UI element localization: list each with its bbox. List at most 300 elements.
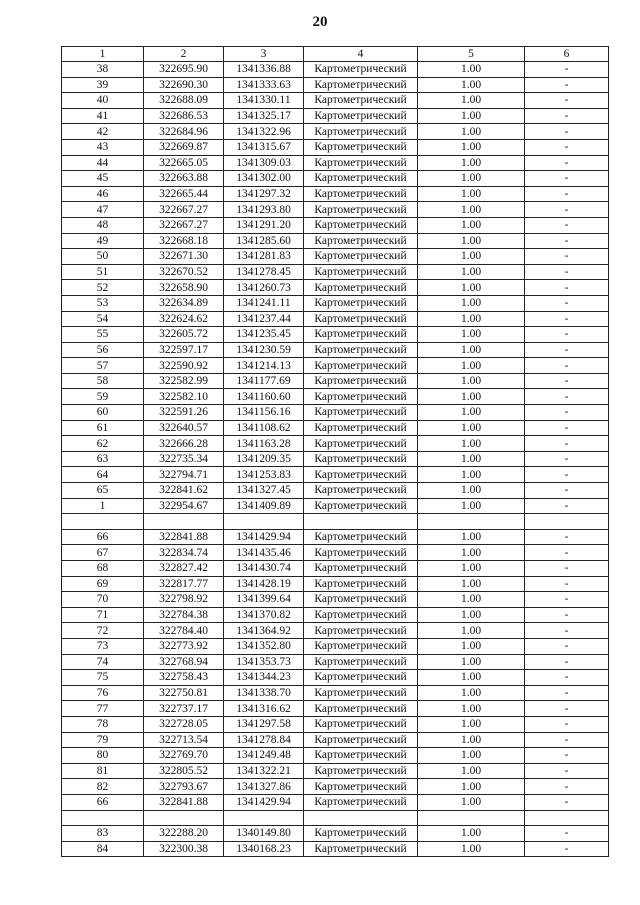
x-coordinate-cell: 322834.74 bbox=[144, 545, 224, 561]
method-cell: Картометрический bbox=[304, 483, 418, 499]
y-coordinate-cell: 1341163.28 bbox=[224, 436, 304, 452]
accuracy-cell: 1.00 bbox=[418, 561, 525, 577]
table-row bbox=[62, 186, 609, 202]
blank-row bbox=[62, 810, 609, 826]
y-coordinate-cell: 1341108.62 bbox=[224, 420, 304, 436]
description-cell: - bbox=[525, 576, 609, 592]
point-number-cell: 50 bbox=[62, 249, 144, 265]
description-cell: - bbox=[525, 155, 609, 171]
method-cell: Картометрический bbox=[304, 498, 418, 514]
point-number-cell: 71 bbox=[62, 607, 144, 623]
table-row bbox=[62, 545, 609, 561]
point-number-cell: 68 bbox=[62, 561, 144, 577]
point-number-cell: 57 bbox=[62, 358, 144, 374]
method-cell: Картометрический bbox=[304, 841, 418, 857]
y-coordinate-cell: 1341235.45 bbox=[224, 327, 304, 343]
x-coordinate-cell: 322582.99 bbox=[144, 373, 224, 389]
point-number-cell: 81 bbox=[62, 763, 144, 779]
method-cell: Картометрический bbox=[304, 62, 418, 78]
point-number-cell: 52 bbox=[62, 280, 144, 296]
accuracy-cell: 1.00 bbox=[418, 139, 525, 155]
description-cell: - bbox=[525, 529, 609, 545]
accuracy-cell: 1.00 bbox=[418, 701, 525, 717]
point-number-cell: 42 bbox=[62, 124, 144, 140]
description-cell: - bbox=[525, 841, 609, 857]
table-row bbox=[62, 311, 609, 327]
description-cell: - bbox=[525, 748, 609, 764]
method-cell: Картометрический bbox=[304, 373, 418, 389]
description-cell: - bbox=[525, 358, 609, 374]
point-number-cell: 1 bbox=[62, 498, 144, 514]
accuracy-cell: 1.00 bbox=[418, 763, 525, 779]
method-cell: Картометрический bbox=[304, 405, 418, 421]
method-cell: Картометрический bbox=[304, 654, 418, 670]
accuracy-cell: 1.00 bbox=[418, 124, 525, 140]
y-coordinate-cell: 1341309.03 bbox=[224, 155, 304, 171]
accuracy-cell: 1.00 bbox=[418, 155, 525, 171]
point-number-cell: 78 bbox=[62, 716, 144, 732]
x-coordinate-cell: 322670.52 bbox=[144, 264, 224, 280]
column-header: 4 bbox=[304, 47, 418, 62]
method-cell: Картометрический bbox=[304, 389, 418, 405]
column-header: 6 bbox=[525, 47, 609, 62]
description-cell: - bbox=[525, 826, 609, 842]
x-coordinate-cell: 322827.42 bbox=[144, 561, 224, 577]
method-cell: Картометрический bbox=[304, 545, 418, 561]
y-coordinate-cell bbox=[224, 514, 304, 530]
y-coordinate-cell: 1341160.60 bbox=[224, 389, 304, 405]
point-number-cell: 58 bbox=[62, 373, 144, 389]
point-number-cell: 77 bbox=[62, 701, 144, 717]
x-coordinate-cell: 322597.17 bbox=[144, 342, 224, 358]
description-cell: - bbox=[525, 311, 609, 327]
table-row bbox=[62, 623, 609, 639]
accuracy-cell: 1.00 bbox=[418, 77, 525, 93]
description-cell: - bbox=[525, 217, 609, 233]
point-number-cell: 53 bbox=[62, 295, 144, 311]
method-cell: Картометрический bbox=[304, 217, 418, 233]
y-coordinate-cell: 1341278.45 bbox=[224, 264, 304, 280]
table-row bbox=[62, 405, 609, 421]
table-row bbox=[62, 670, 609, 686]
x-coordinate-cell: 322666.28 bbox=[144, 436, 224, 452]
description-cell: - bbox=[525, 389, 609, 405]
y-coordinate-cell: 1341322.21 bbox=[224, 763, 304, 779]
table-row bbox=[62, 654, 609, 670]
description-cell: - bbox=[525, 545, 609, 561]
accuracy-cell: 1.00 bbox=[418, 171, 525, 187]
x-coordinate-cell bbox=[144, 810, 224, 826]
accuracy-cell: 1.00 bbox=[418, 186, 525, 202]
y-coordinate-cell: 1341336.88 bbox=[224, 62, 304, 78]
method-cell: Картометрический bbox=[304, 171, 418, 187]
y-coordinate-cell: 1341209.35 bbox=[224, 451, 304, 467]
method-cell: Картометрический bbox=[304, 701, 418, 717]
accuracy-cell: 1.00 bbox=[418, 623, 525, 639]
point-number-cell: 67 bbox=[62, 545, 144, 561]
y-coordinate-cell: 1341316.62 bbox=[224, 701, 304, 717]
description-cell: - bbox=[525, 763, 609, 779]
accuracy-cell: 1.00 bbox=[418, 545, 525, 561]
x-coordinate-cell: 322713.54 bbox=[144, 732, 224, 748]
method-cell: Картометрический bbox=[304, 763, 418, 779]
x-coordinate-cell: 322634.89 bbox=[144, 295, 224, 311]
column-header: 1 bbox=[62, 47, 144, 62]
description-cell: - bbox=[525, 202, 609, 218]
table-row bbox=[62, 327, 609, 343]
y-coordinate-cell: 1340168.23 bbox=[224, 841, 304, 857]
point-number-cell: 55 bbox=[62, 327, 144, 343]
y-coordinate-cell: 1341249.48 bbox=[224, 748, 304, 764]
description-cell: - bbox=[525, 139, 609, 155]
point-number-cell: 65 bbox=[62, 483, 144, 499]
point-number-cell bbox=[62, 514, 144, 530]
method-cell: Картометрический bbox=[304, 607, 418, 623]
accuracy-cell: 1.00 bbox=[418, 607, 525, 623]
method-cell: Картометрический bbox=[304, 748, 418, 764]
table-row bbox=[62, 217, 609, 233]
description-cell: - bbox=[525, 77, 609, 93]
method-cell: Картометрический bbox=[304, 420, 418, 436]
accuracy-cell bbox=[418, 810, 525, 826]
point-number-cell: 40 bbox=[62, 93, 144, 109]
column-header: 3 bbox=[224, 47, 304, 62]
y-coordinate-cell: 1341429.94 bbox=[224, 529, 304, 545]
point-number-cell: 61 bbox=[62, 420, 144, 436]
table-row bbox=[62, 561, 609, 577]
point-number-cell: 44 bbox=[62, 155, 144, 171]
x-coordinate-cell: 322793.67 bbox=[144, 779, 224, 795]
method-cell: Картометрический bbox=[304, 108, 418, 124]
description-cell: - bbox=[525, 405, 609, 421]
y-coordinate-cell: 1341352.80 bbox=[224, 638, 304, 654]
x-coordinate-cell: 322750.81 bbox=[144, 685, 224, 701]
description-cell: - bbox=[525, 186, 609, 202]
method-cell: Картометрический bbox=[304, 249, 418, 265]
table-row bbox=[62, 249, 609, 265]
x-coordinate-cell: 322695.90 bbox=[144, 62, 224, 78]
table-row bbox=[62, 701, 609, 717]
accuracy-cell: 1.00 bbox=[418, 405, 525, 421]
x-coordinate-cell: 322841.88 bbox=[144, 529, 224, 545]
y-coordinate-cell: 1341327.86 bbox=[224, 779, 304, 795]
point-number-cell: 64 bbox=[62, 467, 144, 483]
x-coordinate-cell: 322768.94 bbox=[144, 654, 224, 670]
method-cell: Картометрический bbox=[304, 826, 418, 842]
description-cell: - bbox=[525, 280, 609, 296]
description-cell: - bbox=[525, 451, 609, 467]
y-coordinate-cell: 1341156.16 bbox=[224, 405, 304, 421]
method-cell: Картометрический bbox=[304, 716, 418, 732]
y-coordinate-cell: 1341260.73 bbox=[224, 280, 304, 296]
method-cell: Картометрический bbox=[304, 732, 418, 748]
point-number-cell: 56 bbox=[62, 342, 144, 358]
y-coordinate-cell: 1341364.92 bbox=[224, 623, 304, 639]
description-cell: - bbox=[525, 498, 609, 514]
table-row bbox=[62, 748, 609, 764]
x-coordinate-cell: 322728.05 bbox=[144, 716, 224, 732]
point-number-cell: 48 bbox=[62, 217, 144, 233]
y-coordinate-cell bbox=[224, 810, 304, 826]
method-cell: Картометрический bbox=[304, 623, 418, 639]
point-number-cell: 62 bbox=[62, 436, 144, 452]
description-cell bbox=[525, 514, 609, 530]
description-cell: - bbox=[525, 467, 609, 483]
point-number-cell: 72 bbox=[62, 623, 144, 639]
x-coordinate-cell: 322663.88 bbox=[144, 171, 224, 187]
point-number-cell bbox=[62, 810, 144, 826]
description-cell: - bbox=[525, 295, 609, 311]
point-number-cell: 69 bbox=[62, 576, 144, 592]
x-coordinate-cell: 322784.40 bbox=[144, 623, 224, 639]
description-cell: - bbox=[525, 420, 609, 436]
y-coordinate-cell: 1341344.23 bbox=[224, 670, 304, 686]
description-cell: - bbox=[525, 327, 609, 343]
point-number-cell: 66 bbox=[62, 529, 144, 545]
table-row bbox=[62, 108, 609, 124]
y-coordinate-cell: 1341230.59 bbox=[224, 342, 304, 358]
table-row bbox=[62, 451, 609, 467]
method-cell: Картометрический bbox=[304, 77, 418, 93]
method-cell: Картометрический bbox=[304, 295, 418, 311]
accuracy-cell: 1.00 bbox=[418, 311, 525, 327]
accuracy-cell: 1.00 bbox=[418, 233, 525, 249]
description-cell bbox=[525, 810, 609, 826]
accuracy-cell: 1.00 bbox=[418, 732, 525, 748]
description-cell: - bbox=[525, 561, 609, 577]
accuracy-cell: 1.00 bbox=[418, 685, 525, 701]
x-coordinate-cell: 322686.53 bbox=[144, 108, 224, 124]
y-coordinate-cell: 1341291.20 bbox=[224, 217, 304, 233]
method-cell: Картометрический bbox=[304, 358, 418, 374]
method-cell: Картометрический bbox=[304, 670, 418, 686]
method-cell: Картометрический bbox=[304, 592, 418, 608]
table-row bbox=[62, 732, 609, 748]
table-row bbox=[62, 171, 609, 187]
x-coordinate-cell: 322769.70 bbox=[144, 748, 224, 764]
x-coordinate-cell: 322667.27 bbox=[144, 202, 224, 218]
accuracy-cell: 1.00 bbox=[418, 249, 525, 265]
x-coordinate-cell: 322805.52 bbox=[144, 763, 224, 779]
point-number-cell: 79 bbox=[62, 732, 144, 748]
y-coordinate-cell: 1341241.11 bbox=[224, 295, 304, 311]
x-coordinate-cell: 322624.62 bbox=[144, 311, 224, 327]
description-cell: - bbox=[525, 701, 609, 717]
method-cell: Картометрический bbox=[304, 685, 418, 701]
y-coordinate-cell: 1341214.13 bbox=[224, 358, 304, 374]
table-row bbox=[62, 826, 609, 842]
method-cell: Картометрический bbox=[304, 155, 418, 171]
table-row bbox=[62, 576, 609, 592]
x-coordinate-cell: 322798.92 bbox=[144, 592, 224, 608]
accuracy-cell: 1.00 bbox=[418, 358, 525, 374]
accuracy-cell bbox=[418, 514, 525, 530]
accuracy-cell: 1.00 bbox=[418, 389, 525, 405]
x-coordinate-cell: 322690.30 bbox=[144, 77, 224, 93]
y-coordinate-cell: 1341325.17 bbox=[224, 108, 304, 124]
x-coordinate-cell: 322817.77 bbox=[144, 576, 224, 592]
table-row bbox=[62, 498, 609, 514]
accuracy-cell: 1.00 bbox=[418, 327, 525, 343]
point-number-cell: 70 bbox=[62, 592, 144, 608]
accuracy-cell: 1.00 bbox=[418, 217, 525, 233]
table-row bbox=[62, 841, 609, 857]
method-cell: Картометрический bbox=[304, 794, 418, 810]
description-cell: - bbox=[525, 108, 609, 124]
y-coordinate-cell: 1341430.74 bbox=[224, 561, 304, 577]
table-row bbox=[62, 233, 609, 249]
x-coordinate-cell: 322300.38 bbox=[144, 841, 224, 857]
accuracy-cell: 1.00 bbox=[418, 62, 525, 78]
method-cell bbox=[304, 514, 418, 530]
y-coordinate-cell: 1341370.82 bbox=[224, 607, 304, 623]
table-row bbox=[62, 342, 609, 358]
point-number-cell: 83 bbox=[62, 826, 144, 842]
method-cell: Картометрический bbox=[304, 561, 418, 577]
table-row bbox=[62, 295, 609, 311]
accuracy-cell: 1.00 bbox=[418, 576, 525, 592]
y-coordinate-cell: 1341333.63 bbox=[224, 77, 304, 93]
accuracy-cell: 1.00 bbox=[418, 779, 525, 795]
method-cell: Картометрический bbox=[304, 451, 418, 467]
y-coordinate-cell: 1341177.69 bbox=[224, 373, 304, 389]
y-coordinate-cell: 1341297.32 bbox=[224, 186, 304, 202]
accuracy-cell: 1.00 bbox=[418, 483, 525, 499]
x-coordinate-cell: 322669.87 bbox=[144, 139, 224, 155]
method-cell: Картометрический bbox=[304, 638, 418, 654]
accuracy-cell: 1.00 bbox=[418, 498, 525, 514]
description-cell: - bbox=[525, 483, 609, 499]
accuracy-cell: 1.00 bbox=[418, 420, 525, 436]
page-number: 20 bbox=[312, 14, 328, 30]
y-coordinate-cell: 1341428.19 bbox=[224, 576, 304, 592]
accuracy-cell: 1.00 bbox=[418, 841, 525, 857]
description-cell: - bbox=[525, 124, 609, 140]
point-number-cell: 39 bbox=[62, 77, 144, 93]
table-row bbox=[62, 264, 609, 280]
x-coordinate-cell: 322794.71 bbox=[144, 467, 224, 483]
description-cell: - bbox=[525, 685, 609, 701]
point-number-cell: 47 bbox=[62, 202, 144, 218]
point-number-cell: 59 bbox=[62, 389, 144, 405]
blank-row bbox=[62, 514, 609, 530]
accuracy-cell: 1.00 bbox=[418, 295, 525, 311]
accuracy-cell: 1.00 bbox=[418, 670, 525, 686]
x-coordinate-cell: 322737.17 bbox=[144, 701, 224, 717]
description-cell: - bbox=[525, 264, 609, 280]
accuracy-cell: 1.00 bbox=[418, 280, 525, 296]
method-cell: Картометрический bbox=[304, 576, 418, 592]
description-cell: - bbox=[525, 373, 609, 389]
method-cell bbox=[304, 810, 418, 826]
x-coordinate-cell: 322668.18 bbox=[144, 233, 224, 249]
accuracy-cell: 1.00 bbox=[418, 654, 525, 670]
point-number-cell: 76 bbox=[62, 685, 144, 701]
table-row bbox=[62, 139, 609, 155]
description-cell: - bbox=[525, 732, 609, 748]
x-coordinate-cell: 322688.09 bbox=[144, 93, 224, 109]
method-cell: Картометрический bbox=[304, 186, 418, 202]
point-number-cell: 38 bbox=[62, 62, 144, 78]
description-cell: - bbox=[525, 670, 609, 686]
y-coordinate-cell: 1341429.94 bbox=[224, 794, 304, 810]
accuracy-cell: 1.00 bbox=[418, 436, 525, 452]
description-cell: - bbox=[525, 93, 609, 109]
method-cell: Картометрический bbox=[304, 264, 418, 280]
x-coordinate-cell: 322605.72 bbox=[144, 327, 224, 343]
accuracy-cell: 1.00 bbox=[418, 467, 525, 483]
description-cell: - bbox=[525, 779, 609, 795]
y-coordinate-cell: 1341338.70 bbox=[224, 685, 304, 701]
table-row bbox=[62, 155, 609, 171]
point-number-cell: 66 bbox=[62, 794, 144, 810]
table-row bbox=[62, 77, 609, 93]
table-row bbox=[62, 93, 609, 109]
x-coordinate-cell: 322665.44 bbox=[144, 186, 224, 202]
table-row bbox=[62, 607, 609, 623]
table-row bbox=[62, 467, 609, 483]
point-number-cell: 60 bbox=[62, 405, 144, 421]
method-cell: Картометрический bbox=[304, 311, 418, 327]
description-cell: - bbox=[525, 716, 609, 732]
description-cell: - bbox=[525, 62, 609, 78]
x-coordinate-cell bbox=[144, 514, 224, 530]
y-coordinate-cell: 1341409.89 bbox=[224, 498, 304, 514]
point-number-cell: 82 bbox=[62, 779, 144, 795]
description-cell: - bbox=[525, 654, 609, 670]
method-cell: Картометрический bbox=[304, 436, 418, 452]
point-number-cell: 54 bbox=[62, 311, 144, 327]
x-coordinate-cell: 322667.27 bbox=[144, 217, 224, 233]
point-number-cell: 74 bbox=[62, 654, 144, 670]
accuracy-cell: 1.00 bbox=[418, 592, 525, 608]
method-cell: Картометрический bbox=[304, 93, 418, 109]
x-coordinate-cell: 322841.62 bbox=[144, 483, 224, 499]
x-coordinate-cell: 322658.90 bbox=[144, 280, 224, 296]
x-coordinate-cell: 322841.88 bbox=[144, 794, 224, 810]
table-row bbox=[62, 529, 609, 545]
point-number-cell: 49 bbox=[62, 233, 144, 249]
description-cell: - bbox=[525, 436, 609, 452]
method-cell: Картометрический bbox=[304, 233, 418, 249]
table-row bbox=[62, 685, 609, 701]
y-coordinate-cell: 1341327.45 bbox=[224, 483, 304, 499]
y-coordinate-cell: 1341302.00 bbox=[224, 171, 304, 187]
point-number-cell: 45 bbox=[62, 171, 144, 187]
method-cell: Картометрический bbox=[304, 779, 418, 795]
y-coordinate-cell: 1341293.80 bbox=[224, 202, 304, 218]
method-cell: Картометрический bbox=[304, 139, 418, 155]
x-coordinate-cell: 322582.10 bbox=[144, 389, 224, 405]
table-row bbox=[62, 280, 609, 296]
y-coordinate-cell: 1341330.11 bbox=[224, 93, 304, 109]
description-cell: - bbox=[525, 171, 609, 187]
description-cell: - bbox=[525, 794, 609, 810]
table-row bbox=[62, 62, 609, 78]
accuracy-cell: 1.00 bbox=[418, 373, 525, 389]
accuracy-cell: 1.00 bbox=[418, 529, 525, 545]
method-cell: Картометрический bbox=[304, 342, 418, 358]
accuracy-cell: 1.00 bbox=[418, 716, 525, 732]
method-cell: Картометрический bbox=[304, 202, 418, 218]
point-number-cell: 63 bbox=[62, 451, 144, 467]
x-coordinate-cell: 322640.57 bbox=[144, 420, 224, 436]
description-cell: - bbox=[525, 233, 609, 249]
table-row bbox=[62, 436, 609, 452]
table-row bbox=[62, 389, 609, 405]
method-cell: Картометрический bbox=[304, 124, 418, 140]
x-coordinate-cell: 322773.92 bbox=[144, 638, 224, 654]
